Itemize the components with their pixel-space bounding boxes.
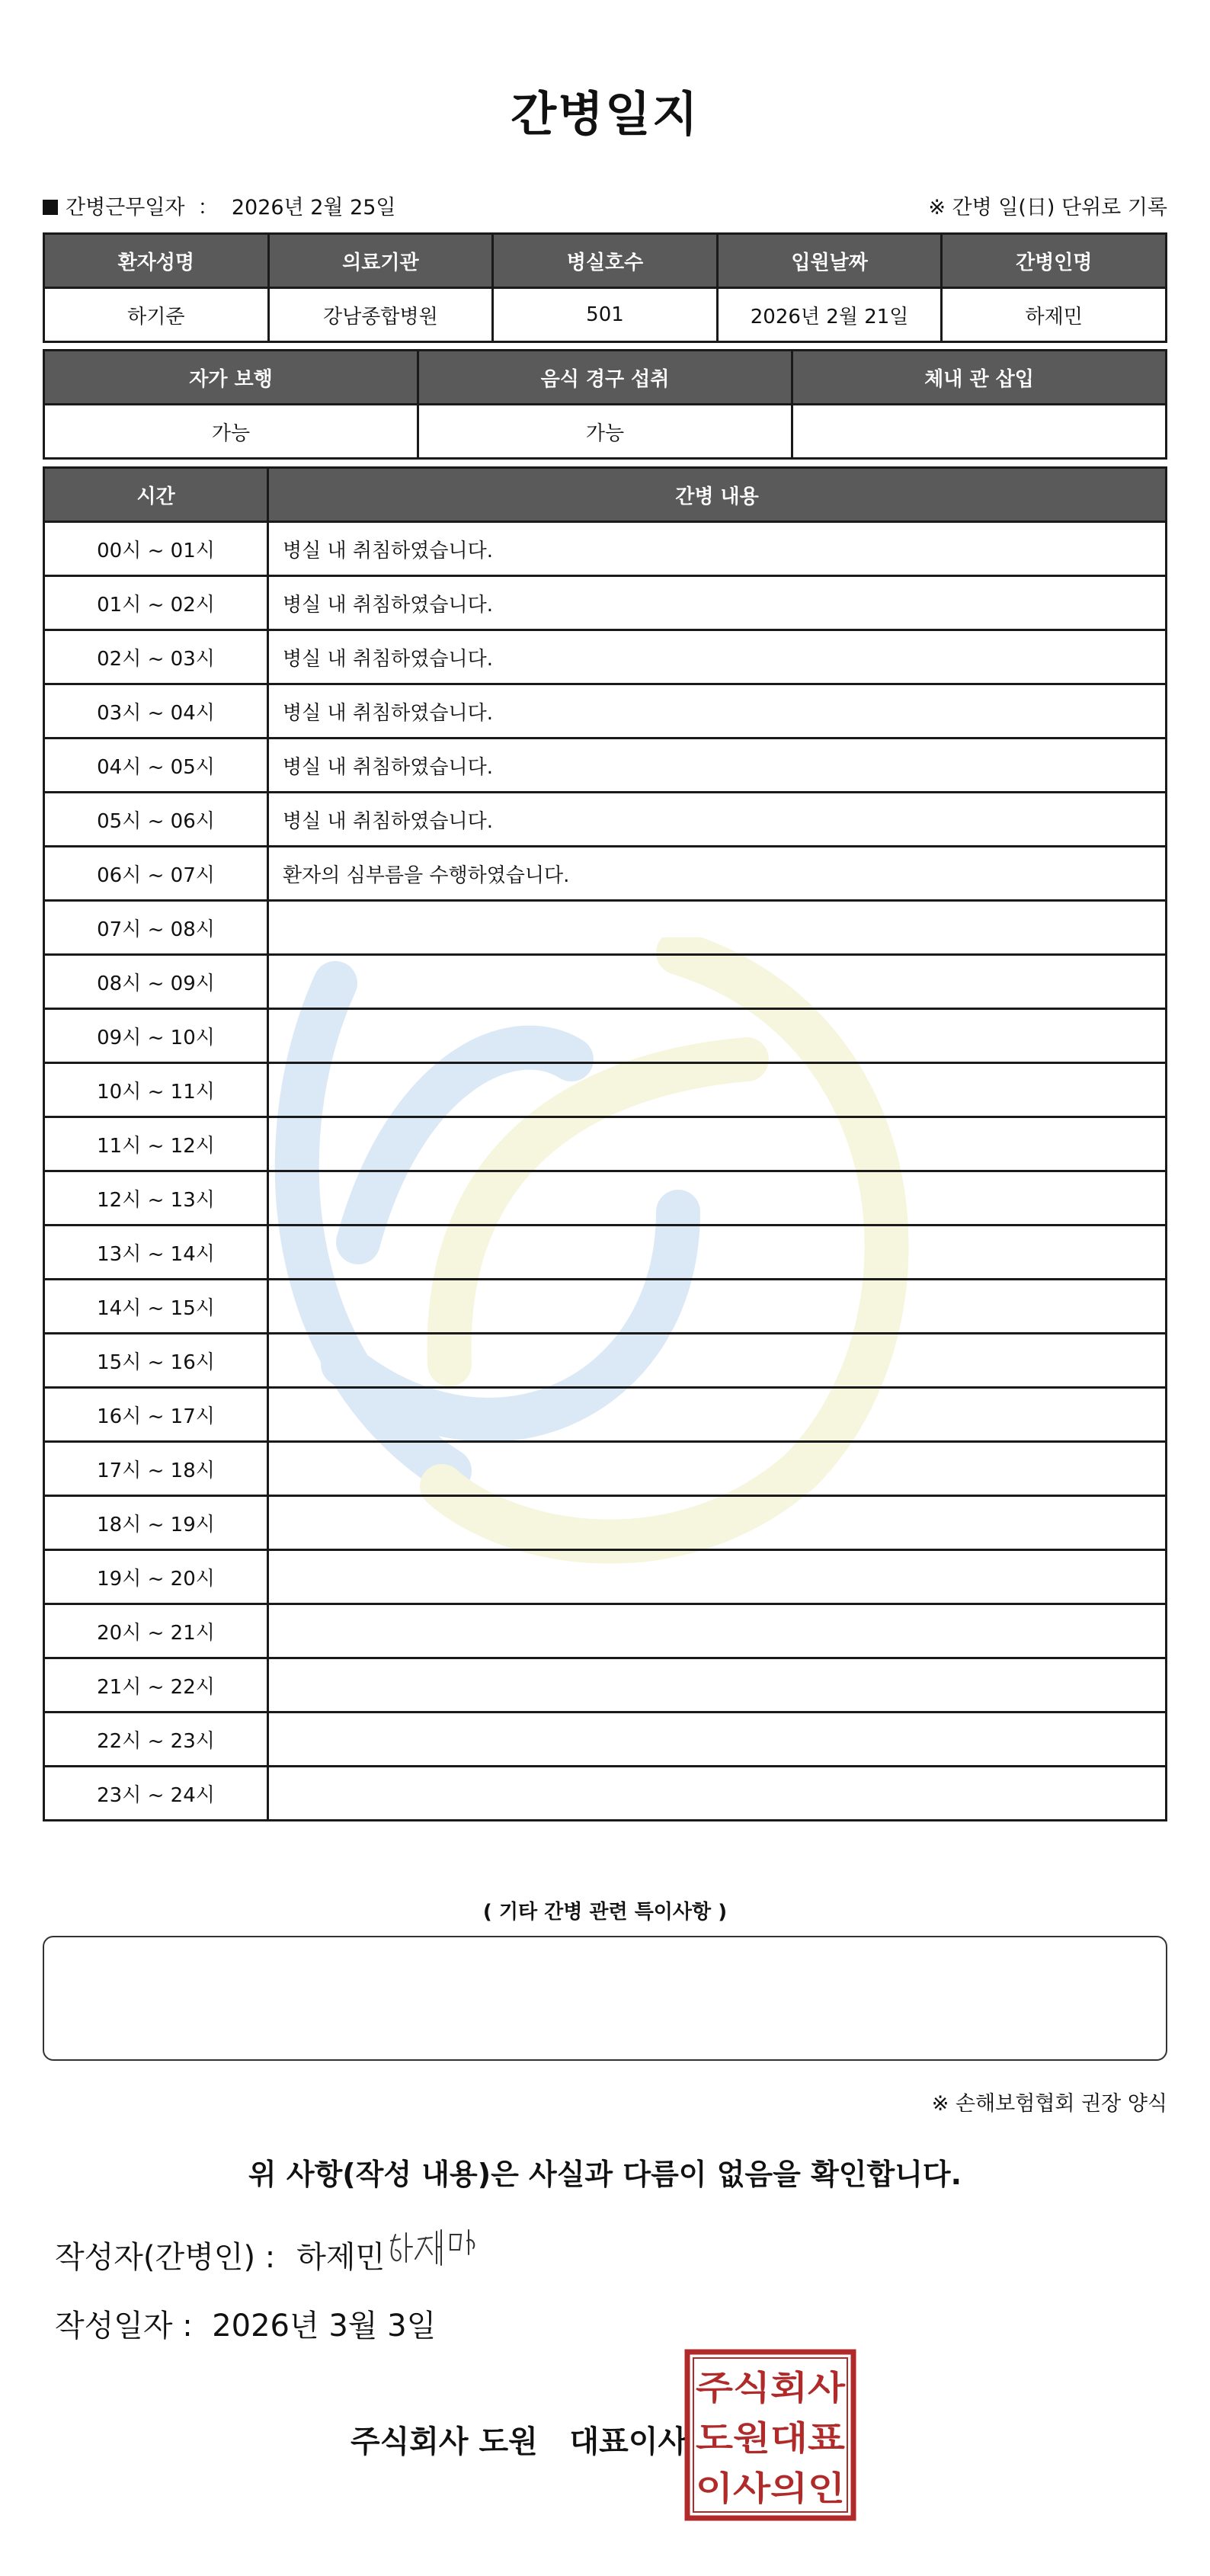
table-row [44, 576, 1167, 630]
log-content [268, 1550, 1167, 1604]
company-representative: 주식회사 도원 대표이사 [351, 2424, 688, 2459]
log-time: 12시 ~ 13시 [44, 1171, 268, 1226]
log-time: 18시 ~ 19시 [44, 1496, 268, 1550]
table-row [44, 1280, 1167, 1334]
log-time: 09시 ~ 10시 [44, 1009, 268, 1063]
log-time: 02시 ~ 03시 [44, 630, 268, 684]
log-time: 16시 ~ 17시 [44, 1388, 268, 1442]
room-number: 501 [493, 288, 718, 342]
log-content: 병실 내 취침하였습니다. [268, 793, 1167, 847]
seal-text-line: 이사의인 [696, 2469, 845, 2508]
header-self-walking: 자가 보행 [44, 351, 418, 405]
log-content [268, 1280, 1167, 1334]
table-row [44, 1063, 1167, 1117]
table-row [44, 1713, 1167, 1767]
log-time: 11시 ~ 12시 [44, 1117, 268, 1171]
table-row [44, 1117, 1167, 1171]
log-content: 병실 내 취침하였습니다. [268, 630, 1167, 684]
log-content [268, 1658, 1167, 1713]
log-content [268, 1388, 1167, 1442]
log-content [268, 1009, 1167, 1063]
handwritten-signature [385, 2224, 484, 2273]
oral-intake-value: 가능 [418, 405, 792, 459]
table-row [44, 1226, 1167, 1280]
duty-date-separator: ： [197, 196, 219, 219]
header-room-number: 병실호수 [493, 234, 718, 288]
duty-date-line [43, 191, 396, 220]
log-content: 병실 내 취침하였습니다. [268, 739, 1167, 793]
log-time: 00시 ~ 01시 [44, 522, 268, 576]
header-hospital: 의료기관 [268, 234, 493, 288]
write-date-label: 작성일자 : [55, 2308, 193, 2344]
log-content [268, 1604, 1167, 1658]
log-content [268, 1442, 1167, 1496]
table-row [44, 955, 1167, 1009]
remarks-box [43, 1936, 1167, 2061]
log-time: 03시 ~ 04시 [44, 684, 268, 739]
confirmation-statement: 위 사항(작성 내용)은 사실과 다름이 없음을 확인합니다. [248, 2158, 962, 2191]
table-row [44, 1496, 1167, 1550]
caregiver-name: 하제민 [942, 288, 1167, 342]
recommended-form-note: ※ 손해보험협회 권장 양식 [931, 2092, 1167, 2116]
log-content: 병실 내 취침하였습니다. [268, 522, 1167, 576]
care-log-rows [44, 522, 1167, 1821]
table-row [44, 1550, 1167, 1604]
log-time: 06시 ~ 07시 [44, 847, 268, 901]
company-seal-stamp [684, 2349, 856, 2521]
header-oral-intake: 음식 경구 섭취 [418, 351, 792, 405]
header-tube-insertion: 체내 관 삽입 [792, 351, 1167, 405]
log-content [268, 1496, 1167, 1550]
log-content [268, 1767, 1167, 1821]
table-row [44, 901, 1167, 955]
table-row [44, 1171, 1167, 1226]
log-time: 08시 ~ 09시 [44, 955, 268, 1009]
write-date-value: 2026년 3월 3일 [212, 2308, 437, 2344]
log-time: 17시 ~ 18시 [44, 1442, 268, 1496]
writer-label: 작성자(간병인) : [55, 2240, 276, 2275]
record-unit-notice: ※ 간병 일(日) 단위로 기록 [928, 196, 1167, 219]
log-content [268, 1713, 1167, 1767]
table-row [44, 1388, 1167, 1442]
log-content [268, 1117, 1167, 1171]
log-content: 병실 내 취침하였습니다. [268, 576, 1167, 630]
table-row [44, 1604, 1167, 1658]
table-row [44, 793, 1167, 847]
header-patient-name: 환자성명 [44, 234, 269, 288]
log-content: 환자의 심부름을 수행하였습니다. [268, 847, 1167, 901]
log-time: 22시 ~ 23시 [44, 1713, 268, 1767]
tube-insertion-value [792, 405, 1167, 459]
ability-table [43, 349, 1167, 460]
seal-text-line: 도원대표 [696, 2419, 846, 2458]
table-row [44, 1442, 1167, 1496]
log-time: 01시 ~ 02시 [44, 576, 268, 630]
log-time: 05시 ~ 06시 [44, 793, 268, 847]
log-time: 23시 ~ 24시 [44, 1767, 268, 1821]
header-caregiver-name: 간병인명 [942, 234, 1167, 288]
hospital-name: 강남종합병원 [268, 288, 493, 342]
log-content [268, 1063, 1167, 1117]
table-row [44, 1009, 1167, 1063]
table-row [44, 1767, 1167, 1821]
header-care-content: 간병 내용 [268, 468, 1167, 522]
writer-name: 하제민 [296, 2240, 386, 2275]
care-log-table [43, 466, 1167, 1821]
page-title: 간병일지 [511, 86, 699, 142]
log-time: 15시 ~ 16시 [44, 1334, 268, 1388]
writer-line [55, 2233, 385, 2276]
log-time: 04시 ~ 05시 [44, 739, 268, 793]
duty-date-label: 간병근무일자 [66, 196, 185, 219]
log-time: 14시 ~ 15시 [44, 1280, 268, 1334]
log-time: 20시 ~ 21시 [44, 1604, 268, 1658]
self-walking-value: 가능 [44, 405, 418, 459]
log-time: 10시 ~ 11시 [44, 1063, 268, 1117]
patient-name: 하기준 [44, 288, 269, 342]
log-time: 19시 ~ 20시 [44, 1550, 268, 1604]
duty-date-value: 2026년 2월 25일 [231, 196, 396, 219]
seal-text-line: 주식회사 [696, 2369, 847, 2408]
patient-info-table [43, 232, 1167, 343]
log-time: 13시 ~ 14시 [44, 1226, 268, 1280]
remarks-label: ( 기타 간병 관련 특이사항 ) [482, 1901, 728, 1924]
log-content [268, 1226, 1167, 1280]
admission-date: 2026년 2월 21일 [717, 288, 942, 342]
table-row [44, 684, 1167, 739]
header-admission-date: 입원날짜 [717, 234, 942, 288]
log-content: 병실 내 취침하였습니다. [268, 684, 1167, 739]
log-content [268, 1171, 1167, 1226]
table-row [44, 1334, 1167, 1388]
square-bullet-icon [43, 200, 58, 215]
log-content [268, 955, 1167, 1009]
log-time: 21시 ~ 22시 [44, 1658, 268, 1713]
table-row [44, 522, 1167, 576]
write-date-line [55, 2302, 436, 2345]
log-content [268, 901, 1167, 955]
log-time: 07시 ~ 08시 [44, 901, 268, 955]
log-content [268, 1334, 1167, 1388]
table-row [44, 847, 1167, 901]
table-row [44, 630, 1167, 684]
table-row [44, 739, 1167, 793]
header-time: 시간 [44, 468, 268, 522]
table-row [44, 1658, 1167, 1713]
